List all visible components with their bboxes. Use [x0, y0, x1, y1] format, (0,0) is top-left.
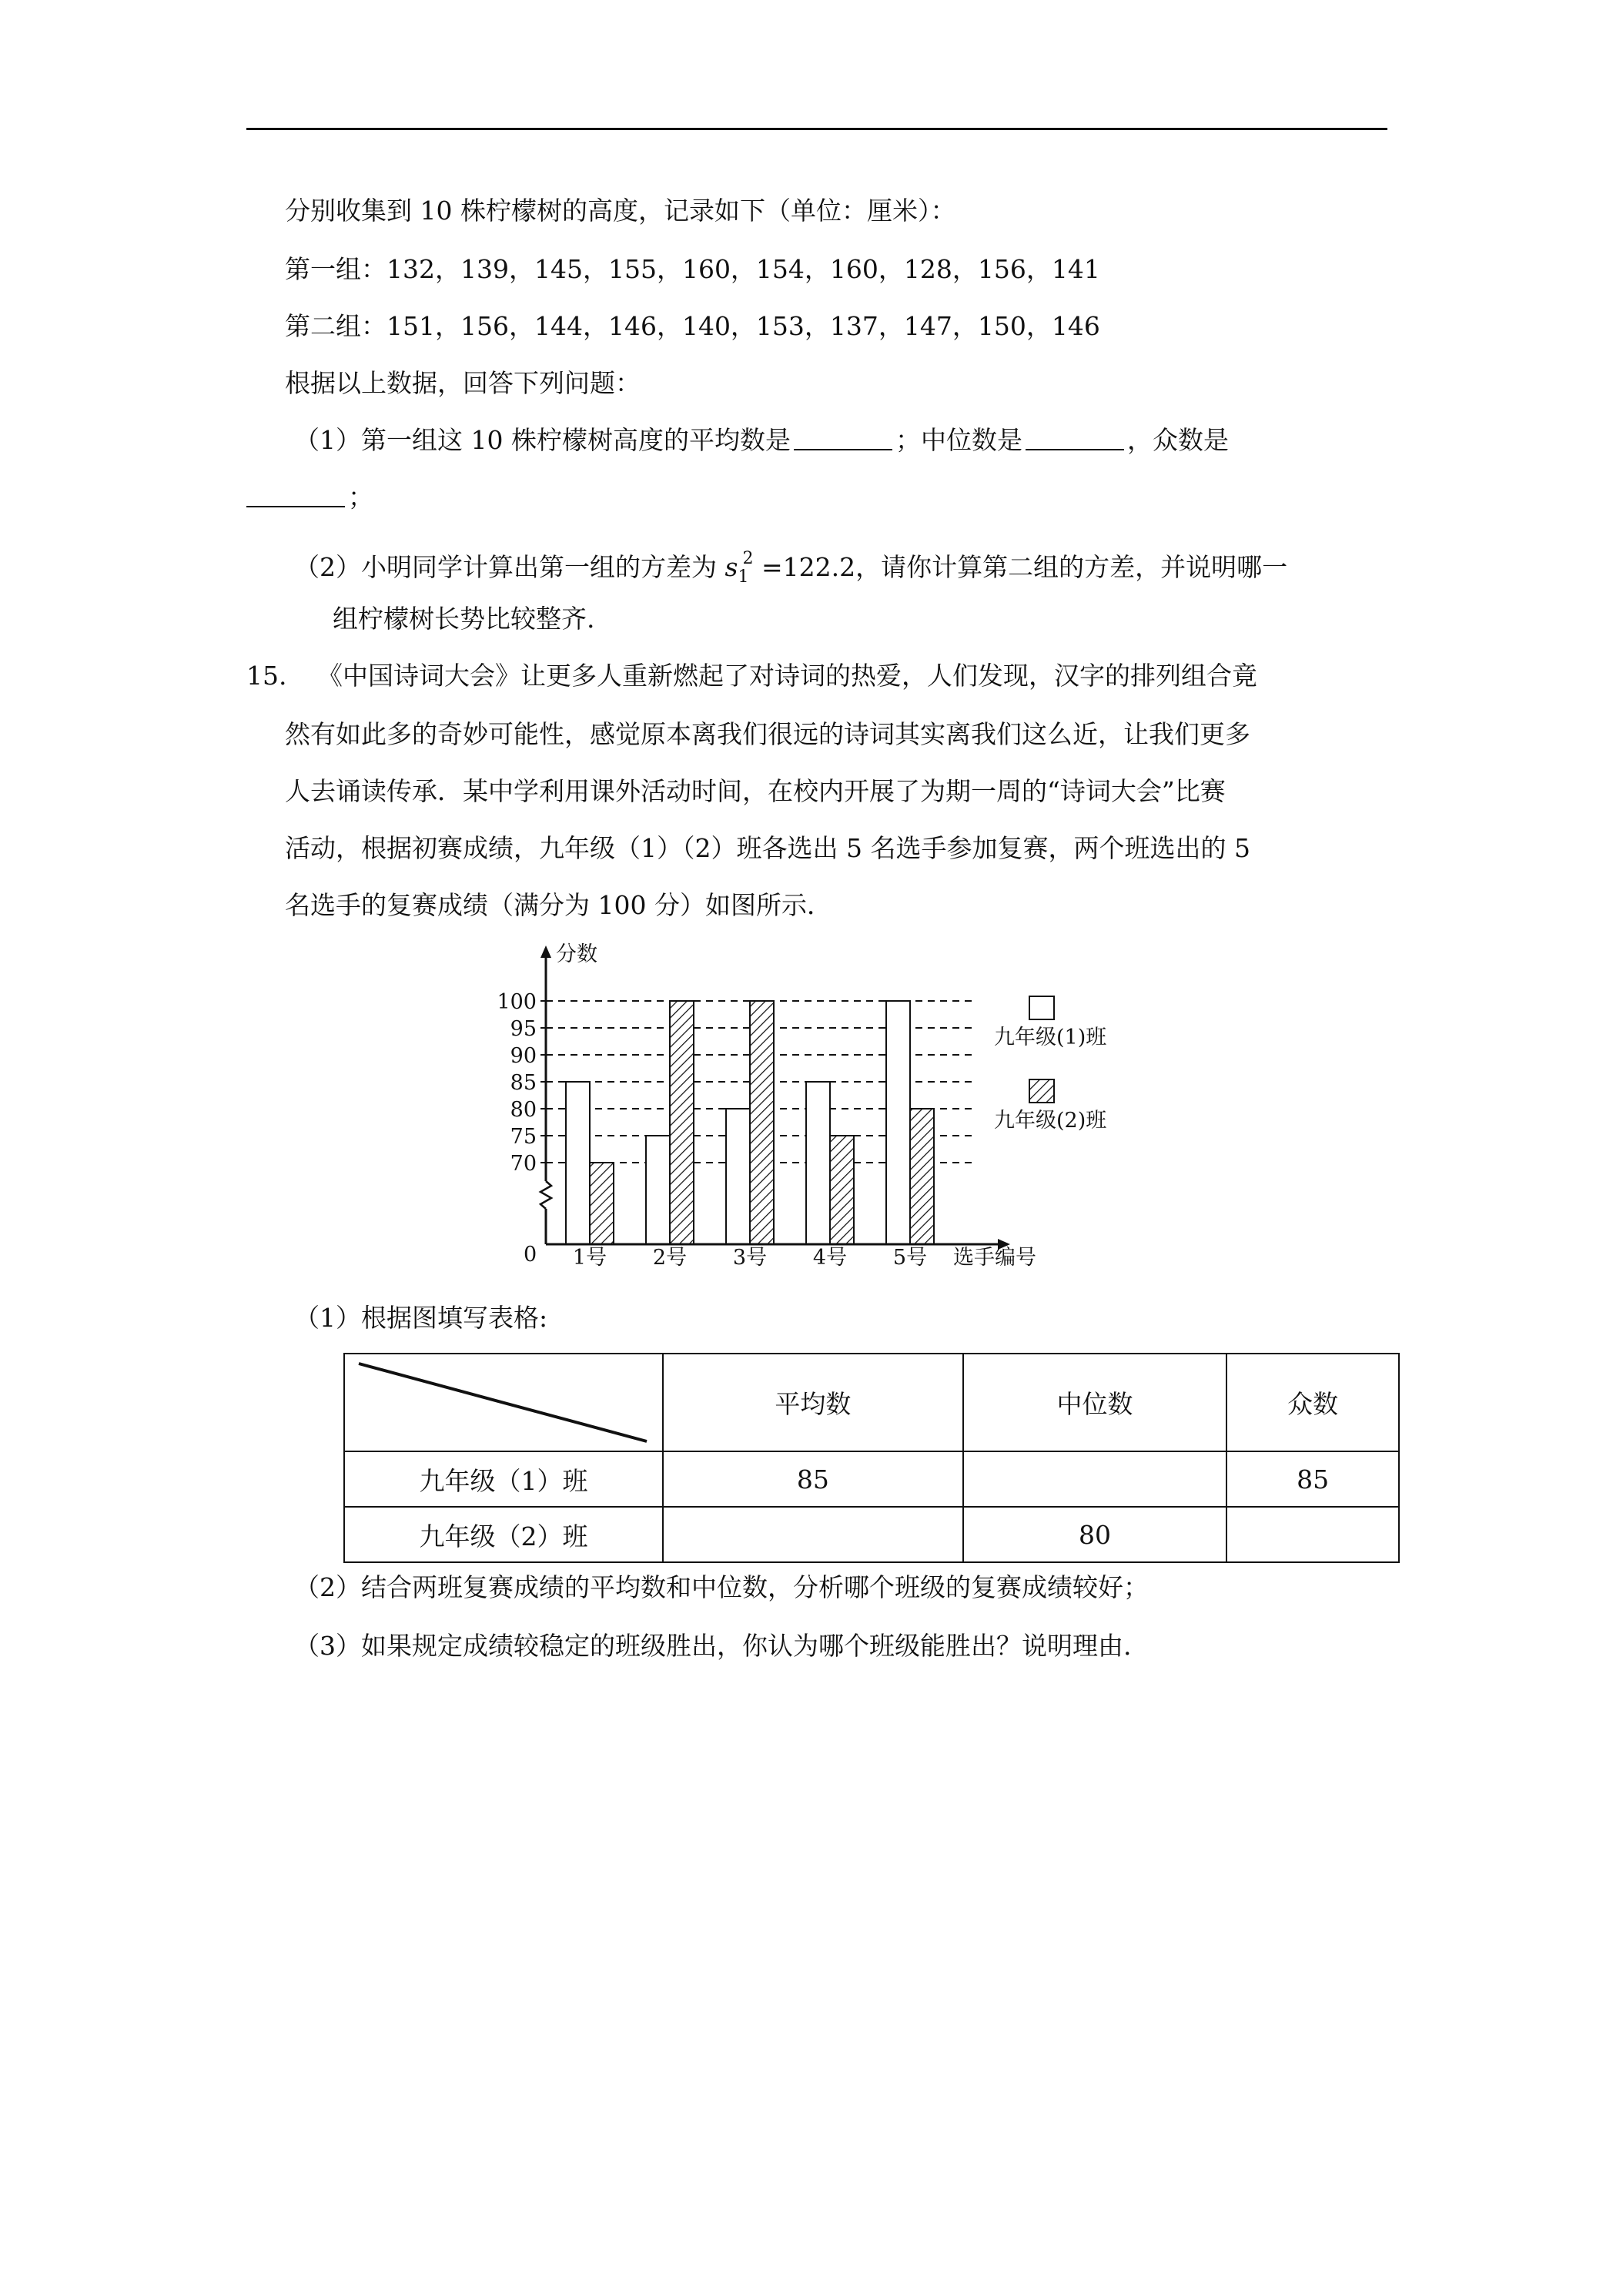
- bar-1-3: [726, 1109, 750, 1244]
- header-rule: [246, 128, 1387, 130]
- table-cell[interactable]: 80: [963, 1507, 1226, 1562]
- row-label: 九年级（2）班: [344, 1507, 663, 1562]
- bar-2-4: [830, 1136, 854, 1244]
- y-tick-label: 85: [510, 1071, 537, 1095]
- legend-label-class2: 九年级(2)班: [994, 1109, 1107, 1133]
- x-tick-label: 4号: [812, 1246, 848, 1270]
- answer-blank-mean[interactable]: [794, 426, 892, 450]
- chart-bars: [566, 1001, 934, 1244]
- bar-2-1: [590, 1163, 614, 1244]
- bar-1-4: [806, 1082, 830, 1244]
- q14-part1-cont: [246, 480, 373, 514]
- chart-ticks: [497, 990, 927, 1270]
- origin-label: 0: [524, 1243, 537, 1267]
- q15-line-4: 活动，根据初赛成绩，九年级（1）（2）班各选出 5 名选手参加复赛，两个班选出的 5: [285, 833, 1250, 863]
- legend-swatch-class2: [1029, 1079, 1054, 1103]
- axis-break-icon: [540, 1181, 551, 1209]
- legend-label-class1: 九年级(1)班: [994, 1026, 1107, 1049]
- answer-blank-mode[interactable]: [246, 483, 345, 507]
- x-axis-label: 选手编号: [953, 1246, 1036, 1270]
- bar-1-5: [886, 1001, 910, 1244]
- y-axis-label: 分数: [556, 942, 597, 966]
- header-mode: 众数: [1226, 1354, 1399, 1451]
- table-row: [344, 1451, 1399, 1507]
- q14-part1: [294, 423, 1229, 457]
- y-axis-arrow: [540, 946, 551, 958]
- q15-sub2: （2）结合两班复赛成绩的平均数和中位数，分析哪个班级的复赛成绩较好；: [294, 1572, 1149, 1602]
- table-row: [344, 1507, 1399, 1562]
- x-tick-label: 1号: [572, 1246, 607, 1270]
- q14-part1-end: ；: [348, 482, 373, 512]
- diagonal-line: [345, 1354, 662, 1451]
- y-tick-label: 70: [510, 1152, 537, 1176]
- q15-line-2: 然有如此多的奇妙可能性，感觉原本离我们很远的诗词其实离我们这么近，让我们更多: [285, 719, 1250, 749]
- intro-line: 分别收集到 10 株柠檬树的高度，记录如下（单位：厘米）：: [285, 196, 956, 226]
- q14-part2-text-a: （2）小明同学计算出第一组的方差为: [294, 552, 717, 582]
- y-tick-label: 80: [510, 1098, 537, 1122]
- q15-line-3: 人去诵读传承．某中学利用课外活动时间，在校内开展了为期一周的“诗词大会”比赛: [285, 776, 1226, 806]
- table-corner-cell: [344, 1354, 663, 1451]
- group1-data: 第一组：132，139，145，155，160，154，160，128，156，141: [285, 254, 1100, 284]
- q14-part2: [294, 542, 1287, 594]
- q14-part2-text-b: ，请你计算第二组的方差，并说明哪一: [855, 552, 1288, 582]
- stats-table: [343, 1353, 1400, 1563]
- chart-legend: [994, 996, 1106, 1133]
- q14-part2-cont: 组柠檬树长势比较整齐.: [333, 604, 595, 634]
- header-median: 中位数: [963, 1354, 1226, 1451]
- bar-1-2: [646, 1136, 670, 1244]
- bar-1-1: [566, 1082, 590, 1244]
- q15-number: 15.: [246, 661, 287, 691]
- table-cell[interactable]: [1226, 1507, 1399, 1562]
- row-label: 九年级（1）班: [344, 1451, 663, 1507]
- bar-2-3: [750, 1001, 774, 1244]
- table-cell[interactable]: [963, 1451, 1226, 1507]
- q15-sub1: （1）根据图填写表格:: [294, 1303, 548, 1333]
- table-cell[interactable]: 85: [1226, 1451, 1399, 1507]
- x-tick-label: 2号: [652, 1246, 688, 1270]
- q15-line-1: 《中国诗词大会》让更多人重新燃起了对诗词的热爱，人们发现，汉字的排列组合竟: [317, 661, 1257, 691]
- prompt-line: 根据以上数据，回答下列问题：: [285, 368, 641, 398]
- score-bar-chart: [493, 930, 1109, 1284]
- table-cell[interactable]: [663, 1507, 963, 1562]
- q14-part1-text-b: ；中位数是: [895, 425, 1022, 455]
- y-tick-label: 75: [510, 1125, 537, 1149]
- group2-data: 第二组：151，156，144，146，140，153，137，147，150，146: [285, 311, 1100, 341]
- q15-sub3: （3）如果规定成绩较稳定的班级胜出，你认为哪个班级能胜出？说明理由.: [294, 1631, 1132, 1661]
- y-tick-label: 90: [510, 1044, 537, 1068]
- legend-swatch-class1: [1029, 996, 1054, 1019]
- bar-2-5: [910, 1109, 934, 1244]
- header-mean: 平均数: [663, 1354, 963, 1451]
- table-header-row: [344, 1354, 1399, 1451]
- table-cell[interactable]: 85: [663, 1451, 963, 1507]
- q14-part1-text-c: ，众数是: [1126, 425, 1229, 455]
- y-tick-label: 100: [497, 990, 537, 1014]
- q14-part1-text-a: （1）第一组这 10 株柠檬树高度的平均数是: [294, 425, 791, 455]
- q15-line-5: 名选手的复赛成绩（满分为 100 分）如图所示．: [285, 890, 832, 920]
- variance-formula: $s_1^2 =122.2$: [724, 549, 856, 587]
- bar-2-2: [670, 1001, 694, 1244]
- x-tick-label: 5号: [892, 1246, 928, 1270]
- x-tick-label: 3号: [732, 1246, 768, 1270]
- answer-blank-median[interactable]: [1026, 426, 1124, 450]
- y-tick-label: 95: [510, 1017, 537, 1041]
